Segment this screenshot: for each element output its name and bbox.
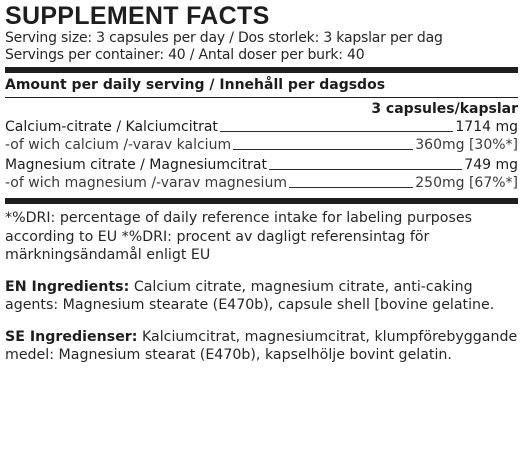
nutrient-row-calcium	[5, 136, 518, 154]
thick-divider-bottom	[5, 198, 518, 204]
capsules-header: 3 capsules/kapslar	[371, 101, 518, 117]
nutrient-row-magnesium	[5, 174, 518, 192]
leader-line	[220, 131, 453, 132]
nutrient-row-magnesium-citrate	[5, 156, 518, 174]
amount-header: Amount per daily serving / Innehåll per dagsdos	[5, 77, 386, 93]
dri-footnote: *%DRI: percentage of daily reference intake for labeling purposes according to EU *%DRI: procent av dagligt referensintag för märkningsändamål enligt EU	[5, 210, 472, 263]
se-ingredients-heading: SE Ingredienser:	[5, 328, 138, 345]
en-ingredients-text: Calcium citrate, magnesium citrate, anti-caking agents: Magnesium stearate (E470b), capsule shell [bovine gelatine.	[5, 278, 495, 313]
nutrient-value: 250mg [67%*]	[415, 175, 518, 191]
label-title: SUPPLEMENT FACTS	[5, 2, 270, 30]
en-ingredients	[5, 278, 518, 315]
nutrient-label: -of wich magnesium /-varav magnesium	[5, 175, 287, 191]
servings-per-container: Servings per container: 40 / Antal doser per burk: 40	[5, 47, 365, 63]
supplement-facts-label	[5, 0, 518, 365]
nutrient-label: Magnesium citrate / Magnesiumcitrat	[5, 157, 267, 173]
nutrient-value: 360mg [30%*]	[415, 137, 518, 153]
nutrient-row-calcium-citrate	[5, 118, 518, 136]
en-ingredients-heading: EN Ingredients:	[5, 278, 130, 295]
nutrient-label: -of wich calcium /-varav kalcium	[5, 137, 232, 153]
leader-line	[233, 149, 413, 150]
se-ingredients	[5, 328, 518, 365]
nutrient-value: 1714 mg	[455, 119, 518, 135]
se-ingredients-text: Kalciumcitrat, magnesiumcitrat, klumpförebyggande medel: Magnesium stearat (E470b), kapselhölje bovint gelatin.	[5, 328, 518, 363]
serving-size: Serving size: 3 capsules per day / Dos storlek: 3 kapslar per dag	[5, 30, 443, 46]
nutrient-value: 749 mg	[464, 157, 518, 173]
thin-divider	[5, 97, 518, 98]
leader-line	[269, 169, 462, 170]
nutrient-label: Calcium-citrate / Kalciumcitrat	[5, 119, 218, 135]
leader-line	[289, 187, 413, 188]
thick-divider	[5, 67, 518, 73]
